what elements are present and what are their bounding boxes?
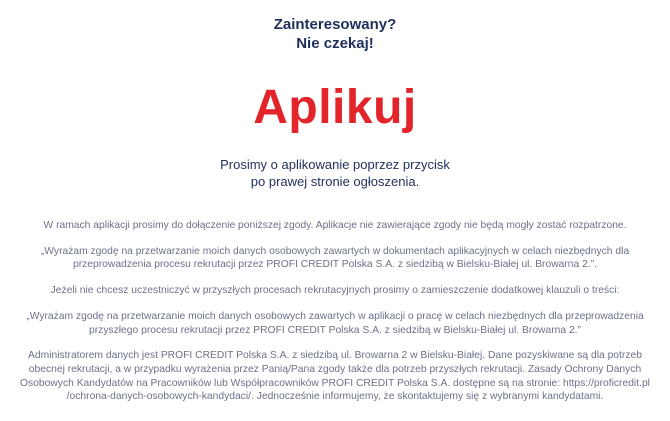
heading-line-2: Nie czekaj! [296,35,374,52]
consent-info [18,219,652,416]
instructions-line-2: po prawej stronie ogłoszenia. [250,174,420,189]
heading-line-1: Zainteresowany? [273,16,397,33]
apply-instructions [0,156,670,190]
apply-heading [0,15,670,53]
consent-future-intro: Jeżeli nie chcesz uczestniczyć w przyszłych procesach rekrutacyjnych prosimy o zamieszczenie dodatkowej klauzuli o treści: [50,285,620,297]
apply-title: Aplikuj [253,81,417,134]
consent-clause-future: „Wyrażam zgodę na przetwarzanie moich danych osobowych zawartych w aplikacji o pracę w celach niezbędnych dla przeprowadzenia przyszłego procesu rekrutacji przez PROFI CREDIT Polska S.A. z siedzibą w Bielsku-Białej ul. Browarna 2.” [26,310,644,336]
data-admin-info: Administratorem danych jest PROFI CREDIT Polska S.A. z siedzibą ul. Browarna 2 w Bielsku-Białej. Dane pozyskiwane są dla potrzeb obecnej rekrutacji, a w przypadku wyrażenia przez Panią/Pana zgody także dla potrzeb przyszłych rekrutacji. Zasady Ochrony Danych Osobowych Kandydatów na Pracowników lub Współpracowników PROFI CREDIT Polska S.A. dostępne są na stronie: https://proficredit.pl /ochrona-danych-osobowych-kandydaci/. Jednocześnie informujemy, że skontaktujemy się z wybranymi kandydatami. [20,350,650,403]
consent-intro: W ramach aplikacji prosimy do dołączenie poniższej zgody. Aplikacje nie zawierające zgody nie będą mogły zostać rozpatrzone. [43,220,627,231]
consent-clause-current: „Wyrażam zgodę na przetwarzanie moich danych osobowych zawartych w dokumentach aplikacyjnych w celach niezbędnych dla przeprowadzenia procesu rekrutacji przez PROFI CREDIT Polska S.A. z siedzibą w Bielsku-Białej ul. Browarna 2.”. [40,245,630,271]
instructions-line-1: Prosimy o aplikowanie poprzez przycisk [220,157,450,172]
